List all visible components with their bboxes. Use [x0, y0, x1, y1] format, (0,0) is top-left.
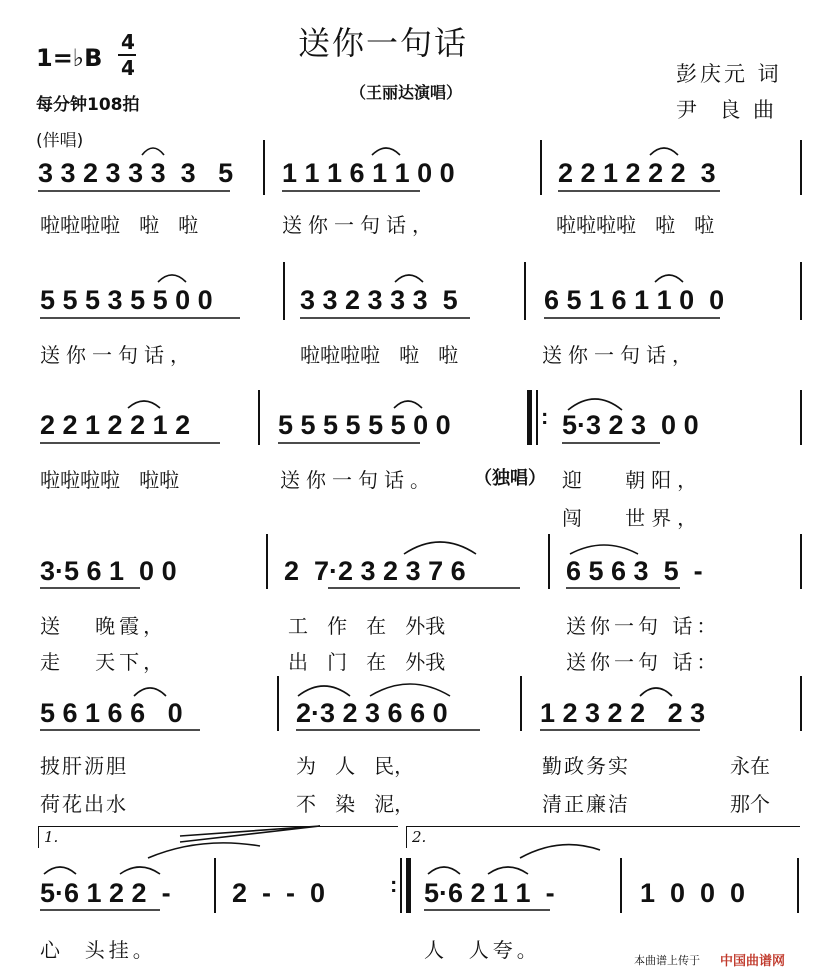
lyrics-row4-l1-b: 工 作 在 外我	[288, 614, 446, 638]
notes-row5-m3: 1 2 3 2 2 2 3	[540, 698, 706, 728]
notes-row1-m3: 2 2 1 2 2 2 3	[558, 158, 716, 188]
lyrics-row3-c2: 闯 世界，	[562, 506, 704, 530]
composer-credit: 尹 良 曲	[676, 98, 778, 122]
performer-label: （王丽达演唱）	[350, 83, 463, 102]
notes-row1-m1: 3 3 2 3 3 3 3 5	[38, 158, 234, 188]
lyrics-row4-l1-a: 送 晚霞，	[40, 614, 168, 638]
slur	[488, 867, 528, 874]
slur	[650, 148, 678, 155]
slur	[404, 542, 476, 554]
lyrics-row3-b: 送你一句话。	[280, 468, 436, 492]
lyrics-row5-l2-d: 那个	[730, 792, 770, 816]
repeat-dots: :	[541, 404, 549, 429]
slur	[395, 275, 423, 282]
lyrics-row2-b: 啦啦啦啦 啦 啦	[300, 343, 459, 367]
time-signature-top: 4	[121, 30, 135, 54]
lyrics-row1-b: 送你一句话，	[282, 213, 438, 237]
lyrics-row4-l2-c: 送你一句 话：	[566, 650, 721, 674]
repeat-end-dots: :	[390, 872, 398, 897]
slur	[134, 688, 166, 696]
tempo-marking: 每分钟108拍	[36, 95, 140, 115]
lyrics-row5-l1-b: 为 人 民，	[296, 754, 415, 778]
lyrics-row4-l2-a: 走 天下，	[40, 650, 168, 674]
notes-row6-m3: 5·6 2 1 1 -	[424, 878, 555, 908]
notes-row6-m4: 1 0 0 0	[640, 878, 746, 908]
slur	[640, 688, 672, 696]
slur	[142, 148, 164, 155]
footer-text: 本曲谱上传于	[634, 954, 700, 967]
slur	[128, 401, 160, 408]
slur	[655, 275, 683, 282]
notes-row4-m3: 6 5 6 3 5 -	[566, 556, 703, 586]
lyrics-row3-c1: 迎 朝阳，	[562, 468, 704, 492]
slur	[570, 545, 638, 554]
lyrics-row5-l1-a: 披肝沥胆	[40, 754, 128, 778]
notes-row4-m2: 2 7·2 3 2 3 7 6	[284, 556, 466, 586]
lyrics-row5-l1-d: 永在	[730, 754, 770, 778]
lyrics-row2-a: 送你一句话，	[40, 343, 196, 367]
notes-row2-m3: 6 5 1 6 1 1 0 0	[544, 285, 725, 315]
lyrics-row4-l1-c: 送你一句 话：	[566, 614, 721, 638]
notes-row4-m1: 3·5 6 1 0 0	[40, 556, 177, 586]
slur	[428, 867, 460, 874]
notes-row3-m1: 2 2 1 2 2 1 2	[40, 410, 191, 440]
slur	[372, 148, 400, 155]
notes-row1-m2: 1 1 1 6 1 1 0 0	[282, 158, 455, 188]
lyrics-row2-c: 送你一句话，	[542, 343, 698, 367]
song-title: 送你一句话	[298, 24, 469, 62]
section-label-accompaniment: (伴唱)	[36, 131, 84, 151]
notes-row3-m3: 5·3 2 3 0 0	[562, 410, 699, 440]
lyrics-row5-l2-c: 清正廉洁	[542, 792, 630, 816]
lyrics-row4-l2-b: 出 门 在 外我	[288, 650, 446, 674]
notes-row5-m2: 2·3 2 3 6 6 0	[296, 698, 448, 728]
slur	[148, 843, 260, 858]
slur	[568, 399, 622, 410]
lyrics-row1-c: 啦啦啦啦 啦 啦	[556, 213, 715, 237]
lyrics-row3-a: 啦啦啦啦 啦啦	[40, 468, 180, 492]
lyrics-row6-a: 心 头挂。	[40, 938, 157, 962]
notes-row5-m1: 5 6 1 6 6 0	[40, 698, 183, 728]
slur	[44, 867, 76, 874]
notes-row3-m2: 5 5 5 5 5 5 0 0	[278, 410, 451, 440]
lyrics-row1-a: 啦啦啦啦 啦 啦	[40, 213, 199, 237]
notes-row2-m1: 5 5 5 3 5 5 0 0	[40, 285, 213, 315]
slur	[120, 867, 160, 874]
solo-label: （独唱）	[474, 468, 546, 489]
lyrics-row6-b: 人 人夸。	[424, 938, 541, 962]
key-signature: 1=♭B	[36, 44, 103, 72]
volta-2-label: 2.	[412, 828, 427, 846]
time-signature-bottom: 4	[121, 56, 135, 80]
lyricist-credit: 彭庆元 词	[676, 62, 782, 86]
slur	[298, 686, 350, 696]
slur	[520, 845, 600, 858]
volta-1-label: 1.	[44, 828, 59, 846]
lyrics-row5-l1-c: 勤政务实	[542, 754, 630, 778]
lyrics-row5-l2-a: 荷花出水	[40, 792, 128, 816]
site-logo[interactable]: 中国曲谱网	[720, 954, 786, 969]
notes-row6-m1: 5·6 1 2 2 -	[40, 878, 171, 908]
slur	[370, 684, 450, 696]
notes-row6-m2: 2 - - 0	[232, 878, 326, 908]
slur	[394, 401, 422, 408]
lyrics-row5-l2-b: 不 染 泥，	[296, 792, 415, 816]
slur	[158, 275, 186, 282]
notes-row2-m2: 3 3 2 3 3 3 5	[300, 285, 458, 315]
crescendo-hairpin	[180, 826, 320, 842]
